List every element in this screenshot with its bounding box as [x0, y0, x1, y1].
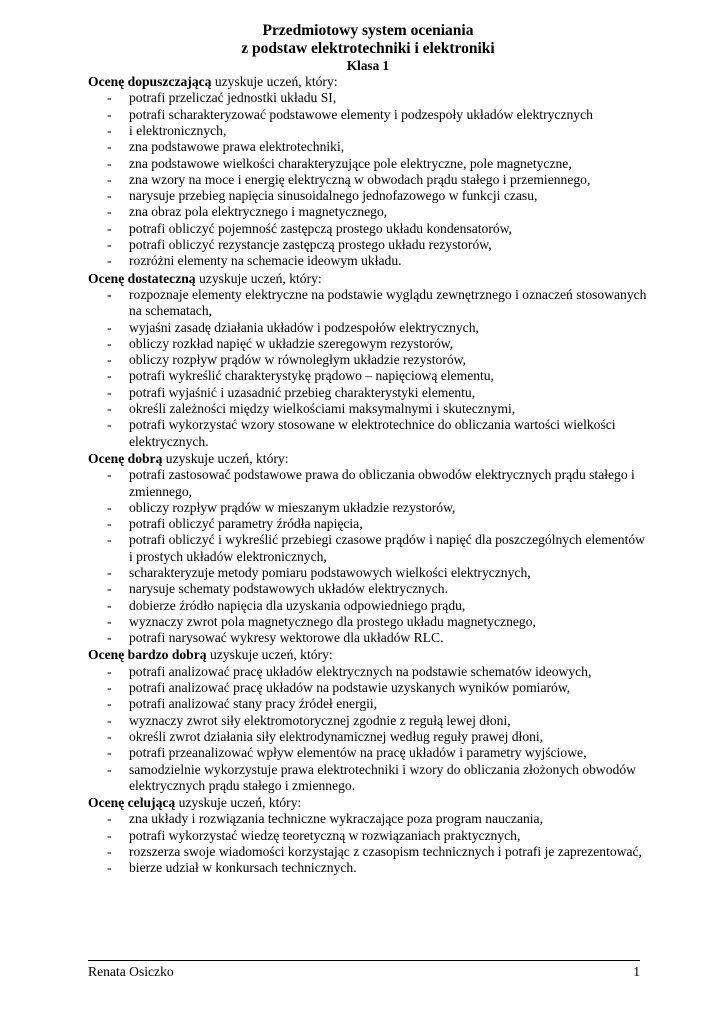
- requirement-list: [88, 467, 648, 646]
- grade-heading: [88, 451, 648, 467]
- requirement-text: bierze udział w konkursach technicznych.: [129, 860, 357, 876]
- requirement-text: potrafi przeanalizować wpływ elementów na pracę układów i parametry wyjściowe,: [129, 745, 587, 761]
- grade-name: Ocenę dobrą: [88, 450, 163, 466]
- requirement-text: potrafi analizować pracę układów elektrycznych na podstawie schematów ideowych,: [129, 663, 592, 679]
- requirement-text: zna podstawowe wielkości charakteryzujące pole elektryczne, pole magnetyczne,: [129, 155, 572, 171]
- requirement-text: wyznaczy zwrot pola magnetycznego dla prostego układu magnetycznego,: [129, 613, 536, 629]
- requirement-item: [88, 139, 648, 155]
- requirement-text: obliczy rozpływ prądów w mieszanym układzie rezystorów,: [129, 499, 456, 515]
- requirement-item: [88, 123, 648, 139]
- requirement-item: [88, 352, 648, 368]
- requirement-item: [88, 107, 648, 123]
- grade-heading: [88, 647, 648, 663]
- dash-bullet: -: [107, 827, 112, 843]
- requirement-item: [88, 204, 648, 220]
- dash-bullet: -: [107, 467, 112, 483]
- requirement-text: określi zależności między wielkościami maksymalnymi i skutecznymi,: [129, 401, 516, 417]
- grade-heading: [88, 795, 648, 811]
- requirement-item: [88, 745, 648, 761]
- footer-divider: [88, 960, 640, 961]
- requirement-item: [88, 417, 648, 450]
- grade-section: [88, 451, 648, 647]
- requirement-item: [88, 516, 648, 532]
- requirement-item: [88, 811, 648, 827]
- requirement-item: [88, 467, 648, 500]
- grade-heading-rest: uzyskuje uczeń, który:: [162, 450, 289, 466]
- requirement-text: potrafi zastosować podstawowe prawa do obliczania obwodów elektrycznych prądu stałego i zmiennego,: [129, 467, 635, 499]
- requirement-item: [88, 172, 648, 188]
- requirement-item: [88, 630, 648, 646]
- dash-bullet: -: [107, 680, 112, 696]
- requirement-text: potrafi narysować wykresy wektorowe dla układów RLC.: [129, 630, 444, 646]
- dash-bullet: -: [107, 860, 112, 876]
- dash-bullet: -: [107, 613, 112, 629]
- document-page: [88, 22, 648, 877]
- dash-bullet: -: [107, 728, 112, 744]
- requirement-item: [88, 532, 648, 565]
- dash-bullet: -: [107, 712, 112, 728]
- dash-bullet: -: [107, 188, 112, 204]
- grade-name: Ocenę bardzo dobrą: [88, 647, 207, 663]
- dash-bullet: -: [107, 106, 112, 122]
- requirement-item: [88, 253, 648, 269]
- dash-bullet: -: [107, 352, 112, 368]
- requirement-text: samodzielnie wykorzystuje prawa elektrotechniki i wzory do obliczania złożonych obwodów elektrycznych prądu stałego i zmiennego.: [129, 761, 636, 793]
- requirement-item: [88, 680, 648, 696]
- requirement-text: rozszerza swoje wiadomości korzystając z czasopism technicznych i potrafi je zaprezentować,: [129, 844, 642, 860]
- requirement-item: [88, 237, 648, 253]
- requirement-text: potrafi obliczyć parametry źródła napięcia,: [129, 516, 363, 532]
- grade-name: Ocenę celującą: [88, 795, 176, 811]
- requirement-item: [88, 401, 648, 417]
- dash-bullet: -: [107, 516, 112, 532]
- dash-bullet: -: [107, 155, 112, 171]
- requirement-item: [88, 320, 648, 336]
- dash-bullet: -: [107, 139, 112, 155]
- dash-bullet: -: [107, 90, 112, 106]
- dash-bullet: -: [107, 630, 112, 646]
- requirement-text: potrafi obliczyć pojemność zastępczą prostego układu kondensatorów,: [129, 220, 513, 236]
- requirement-text: i elektronicznych,: [129, 122, 227, 138]
- requirement-item: [88, 368, 648, 384]
- requirement-text: potrafi obliczyć i wykreślić przebiegi czasowe prądów i napięć dla poszczególnych elementów i prostych układów elektronicznych,: [129, 532, 645, 564]
- dash-bullet: -: [107, 286, 112, 302]
- requirement-item: [88, 581, 648, 597]
- requirement-text: zna układy i rozwiązania techniczne wykraczające poza program nauczania,: [129, 811, 543, 827]
- dash-bullet: -: [107, 745, 112, 761]
- requirement-text: scharakteryzuje metody pomiaru podstawowych wielkości elektrycznych,: [129, 565, 531, 580]
- dash-bullet: -: [107, 696, 112, 712]
- requirement-item: [88, 762, 648, 795]
- requirement-text: potrafi wyjaśnić i uzasadnić przebieg charakterystyki elementu,: [129, 384, 476, 400]
- document-title: Przedmiotowy system oceniania: [262, 22, 474, 39]
- dash-bullet: -: [107, 220, 112, 236]
- dash-bullet: -: [107, 171, 112, 187]
- requirement-item: [88, 729, 648, 745]
- requirement-item: [88, 221, 648, 237]
- grade-heading-rest: uzyskuje uczeń, który:: [211, 74, 338, 90]
- grade-section: [88, 271, 648, 450]
- grade-heading-rest: uzyskuje uczeń, który:: [206, 647, 333, 663]
- grade-heading-rest: uzyskuje uczeń, który:: [195, 270, 322, 286]
- dash-bullet: -: [107, 319, 112, 335]
- requirement-item: [88, 188, 648, 204]
- grade-name: Ocenę dostateczną: [88, 270, 196, 286]
- requirement-item: [88, 713, 648, 729]
- requirement-item: [88, 844, 648, 860]
- requirement-text: zna wzory na moce i energię elektryczną w obwodach prądu stałego i przemiennego,: [129, 171, 591, 187]
- requirement-text: potrafi wykorzystać wiedzę teoretyczną w rozwiązaniach praktycznych,: [129, 827, 521, 843]
- page-number: 1: [633, 964, 640, 979]
- dash-bullet: -: [107, 384, 112, 400]
- requirement-text: dobierze źródło napięcia dla uzyskania odpowiedniego prądu,: [129, 597, 466, 613]
- grade-section: [88, 795, 648, 876]
- dash-bullet: -: [107, 368, 112, 384]
- grade-sections: [88, 74, 648, 877]
- dash-bullet: -: [107, 844, 112, 860]
- requirement-text: potrafi przeliczać jednostki układu SI,: [129, 90, 337, 106]
- grade-heading-rest: uzyskuje uczeń, który:: [175, 795, 302, 811]
- dash-bullet: -: [107, 597, 112, 613]
- dash-bullet: -: [107, 663, 112, 679]
- dash-bullet: -: [107, 237, 112, 253]
- requirement-item: [88, 336, 648, 352]
- requirement-item: [88, 664, 648, 680]
- dash-bullet: -: [107, 565, 112, 580]
- grade-name: Ocenę dopuszczającą: [88, 74, 212, 90]
- requirement-text: potrafi analizować stany pracy źródeł energii,: [129, 696, 378, 712]
- class-label: Klasa 1: [346, 57, 390, 73]
- requirement-text: narysuje przebieg napięcia sinusoidalnego jednofazowego w funkcji czasu,: [129, 188, 538, 204]
- grade-section: [88, 647, 648, 794]
- dash-bullet: -: [107, 811, 112, 827]
- requirement-text: obliczy rozpływ prądów w równoległym układzie rezystorów,: [129, 352, 466, 368]
- requirement-text: rozróżni elementy na schemacie ideowym układu.: [129, 253, 402, 269]
- requirement-text: obliczy rozkład napięć w układzie szeregowym rezystorów,: [129, 335, 454, 351]
- requirement-item: [88, 156, 648, 172]
- requirement-text: rozpoznaje elementy elektryczne na podstawie wyglądu zewnętrznego i oznaczeń stosowanych na schematach,: [129, 286, 647, 319]
- document-header: [88, 22, 648, 73]
- requirement-text: zna podstawowe prawa elektrotechniki,: [129, 139, 345, 155]
- requirement-item: [88, 565, 648, 581]
- requirement-list: [88, 287, 648, 450]
- requirement-text: wyznaczy zwrot siły elektromotorycznej zgodnie z regułą lewej dłoni,: [129, 712, 511, 728]
- dash-bullet: -: [107, 761, 112, 777]
- dash-bullet: -: [107, 122, 112, 138]
- dash-bullet: -: [107, 499, 112, 515]
- requirement-item: [88, 598, 648, 614]
- requirement-text: potrafi obliczyć rezystancje zastępczą prostego układu rezystorów,: [129, 237, 492, 253]
- requirement-item: [88, 860, 648, 876]
- requirement-item: [88, 90, 648, 106]
- requirement-item: [88, 696, 648, 712]
- dash-bullet: -: [107, 581, 112, 597]
- dash-bullet: -: [107, 401, 112, 417]
- footer-author: Renata Osiczko: [88, 964, 174, 979]
- grade-heading: [88, 271, 648, 287]
- requirement-text: zna obraz pola elektrycznego i magnetycznego,: [129, 204, 388, 220]
- dash-bullet: -: [107, 532, 112, 548]
- requirement-item: [88, 287, 648, 320]
- requirement-text: potrafi scharakteryzować podstawowe elementy i podzespoły układów elektrycznych: [129, 106, 593, 122]
- requirement-text: potrafi wykorzystać wzory stosowane w elektrotechnice do obliczania wartości wielkości elektrycznych.: [129, 417, 616, 449]
- requirement-text: potrafi wykreślić charakterystykę prądowo – napięciową elementu,: [129, 368, 495, 384]
- requirement-item: [88, 828, 648, 844]
- requirement-list: [88, 664, 648, 794]
- dash-bullet: -: [107, 253, 112, 269]
- document-subtitle: z podstaw elektrotechniki i elektroniki: [241, 39, 495, 57]
- requirement-text: narysuje schematy podstawowych układów elektrycznych.: [129, 581, 448, 597]
- dash-bullet: -: [107, 204, 112, 220]
- dash-bullet: -: [107, 417, 112, 433]
- requirement-text: określi zwrot działania siły elektrodynamicznej według reguły prawej dłoni,: [129, 728, 544, 744]
- requirement-list: [88, 811, 648, 876]
- requirement-item: [88, 614, 648, 630]
- requirement-item: [88, 385, 648, 401]
- requirement-item: [88, 500, 648, 516]
- dash-bullet: -: [107, 335, 112, 351]
- grade-section: [88, 74, 648, 270]
- requirement-text: wyjaśni zasadę działania układów i podzespołów elektrycznych,: [129, 319, 479, 335]
- requirement-list: [88, 90, 648, 269]
- grade-heading: [88, 74, 648, 90]
- requirement-text: potrafi analizować pracę układów na podstawie uzyskanych wyników pomiarów,: [129, 680, 571, 696]
